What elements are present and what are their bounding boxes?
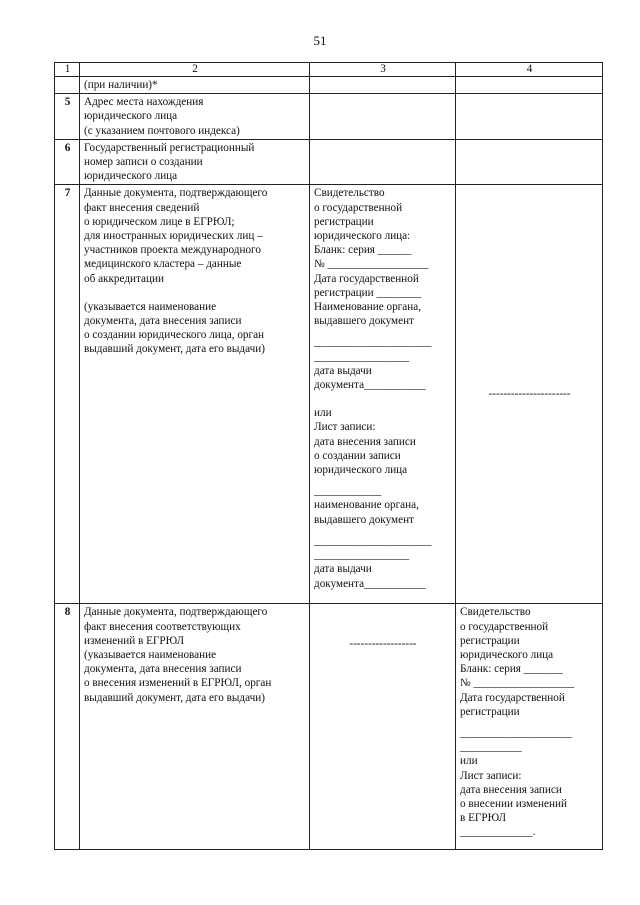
table-row-continuation xyxy=(55,77,603,94)
header-col-3: 3 xyxy=(310,63,456,77)
table-header-row xyxy=(55,63,603,77)
row-col-4: Свидетельство о государственной регистрации юридического лица Бланк: серия _______ № __________________ Дата государственной регистрации ____________________ ___________ или Лист записи: дата внесения записи о внесении изменений в ЕГРЮЛ _____________. xyxy=(456,604,603,850)
header-col-4: 4 xyxy=(456,63,603,77)
form-table xyxy=(54,62,603,850)
table-row-5 xyxy=(55,94,603,140)
table-row-7 xyxy=(55,185,603,604)
row-number xyxy=(55,77,80,94)
table-row-6 xyxy=(55,139,603,185)
row-label: Государственный регистрационный номер записи о создании юридического лица xyxy=(80,139,310,185)
row-col-3 xyxy=(310,77,456,94)
row-col-4 xyxy=(456,94,603,140)
row-col-4-dash: ---------------------- xyxy=(456,185,603,604)
page-number: 51 xyxy=(313,33,327,48)
row-label: Данные документа, подтверждающего факт внесения сведений о юридическом лице в ЕГРЮЛ; для иностранных юридических лиц – участников проекта международного медицинского кластера – данные об аккредитации (указывается наименование документа, дата внесения записи о создании юридического лица, орган выдавший документ, дата его выдачи) xyxy=(80,185,310,604)
row-col-3: Свидетельство о государственной регистрации юридического лица: Бланк: серия ______ № __________________ Дата государственной регистрации ________ Наименование органа, выдавшего документ _____________________ _________________ дата выдачи документа___________ или Лист записи: дата внесения записи о создании записи юридического лица ____________ наименование органа, выдавшего документ _____________________ _________________ дата выдачи документа___________ xyxy=(310,185,456,604)
row-col-4 xyxy=(456,77,603,94)
row-col-4 xyxy=(456,139,603,185)
row-number: 7 xyxy=(55,185,80,604)
row-number: 6 xyxy=(55,139,80,185)
row-number: 5 xyxy=(55,94,80,140)
row-number: 8 xyxy=(55,604,80,850)
table-row-8 xyxy=(55,604,603,850)
row-col-3 xyxy=(310,94,456,140)
row-col-3 xyxy=(310,139,456,185)
row-label: Данные документа, подтверждающего факт внесения соответствующих изменений в ЕГРЮЛ (указывается наименование документа, дата внесения записи о внесения изменений в ЕГРЮЛ, орган выдавший документ, дата его выдачи) xyxy=(80,604,310,850)
row-col-3-dash: ------------------ xyxy=(310,604,456,850)
header-col-2: 2 xyxy=(80,63,310,77)
row-label: Адрес места нахождения юридического лица (с указанием почтового индекса) xyxy=(80,94,310,140)
row-label: (при наличии)* xyxy=(80,77,310,94)
header-col-1: 1 xyxy=(55,63,80,77)
